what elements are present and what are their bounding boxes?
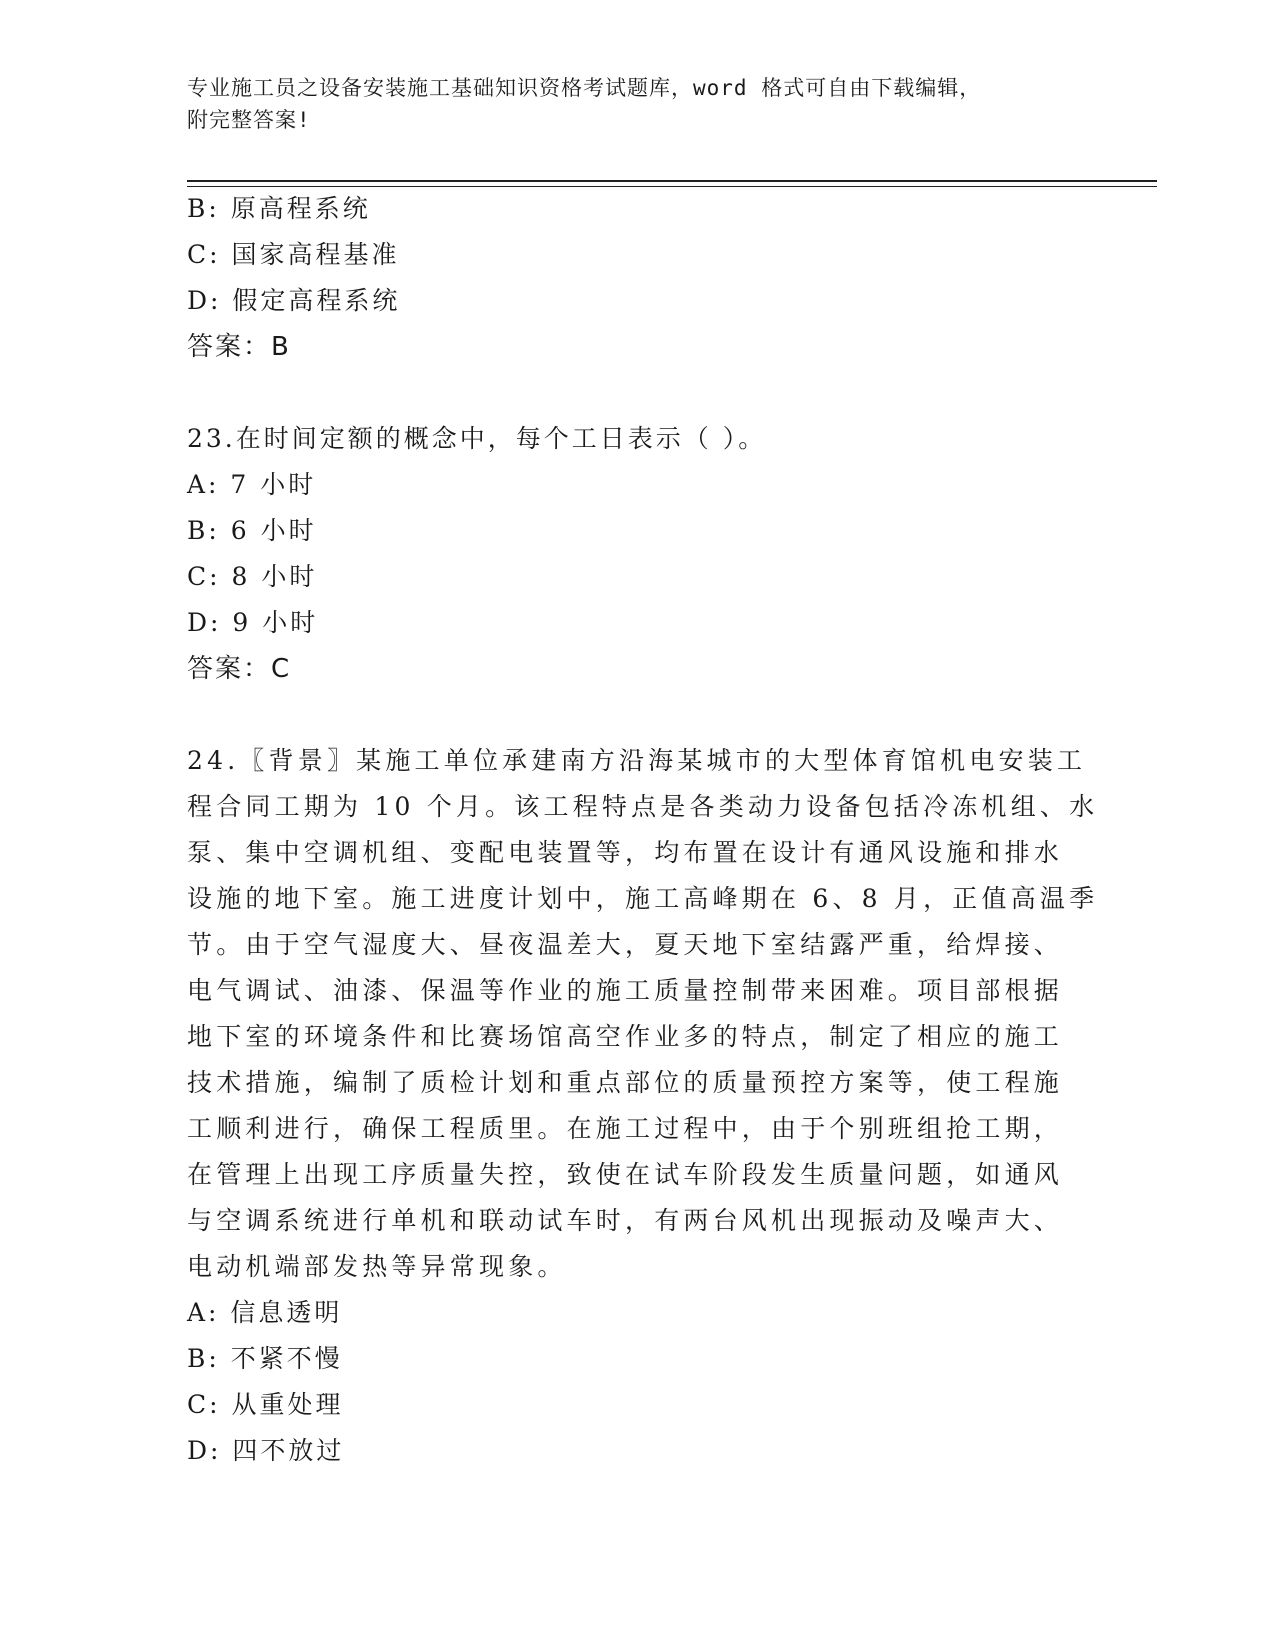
q24-options [187,1290,1087,1474]
q23-options [187,462,1087,646]
q22-answer: 答案：B [187,332,291,362]
q24-stem-line: 泵、集中空调机组、变配电装置等，均布置在设计有通风设施和排水 [187,838,1064,867]
q23-option-d: D: 9 小时 [187,608,319,637]
q24-stem-line: 节。由于空气湿度大、昼夜温差大，夏天地下室结露严重，给焊接、 [187,930,1064,959]
header-line-1: 专业施工员之设备安装施工基础知识资格考试题库，word 格式可自由下载编辑， [187,76,982,100]
q24-stem-line: 与空调系统进行单机和联动试车时，有两台风机出现振动及噪声大、 [187,1206,1064,1235]
q22-option-d: D: 假定高程系统 [187,286,401,315]
q24-stem-line: 程合同工期为 10 个月。该工程特点是各类动力设备包括冷冻机组、水 [187,792,1099,821]
spacer [187,692,1087,738]
q24-stem-line: 设施的地下室。施工进度计划中，施工高峰期在 6、8 月，正值高温季 [187,884,1099,913]
q23-option-a: A: 7 小时 [187,470,317,499]
q24-stem-line: 工顺利进行，确保工程质里。在施工过程中，由于个别班组抢工期， [187,1114,1064,1143]
header-divider-thick [187,180,1157,182]
header-line-2: 附完整答案! [187,108,311,132]
q22-options [187,186,1087,324]
q24-option-a: A: 信息透明 [187,1298,343,1327]
q24-stem-line: 24.〖背景〗某施工单位承建南方沿海某城市的大型体育馆机电安装工 [187,746,1087,775]
q24-stem-line: 电气调试、油漆、保温等作业的施工质量控制带来困难。项目部根据 [187,976,1064,1005]
q24-option-b: B: 不紧不慢 [187,1344,343,1373]
q22-option-b: B: 原高程系统 [187,194,371,223]
q23-answer: 答案：C [187,654,292,684]
spacer [187,370,1087,416]
q23-option-b: B: 6 小时 [187,516,317,545]
q24-stem [187,738,1099,1290]
q23-option-c: C: 8 小时 [187,562,318,591]
q24-stem-line: 电动机端部发热等异常现象。 [187,1252,567,1281]
q24-stem-line: 地下室的环境条件和比赛场馆高空作业多的特点，制定了相应的施工 [187,1022,1064,1051]
q24-stem-line: 在管理上出现工序质量失控，致使在试车阶段发生质量问题，如通风 [187,1160,1064,1189]
document-header [187,72,1067,136]
q24-option-d: D: 四不放过 [187,1436,345,1465]
question-content [187,186,1099,1474]
q24-option-c: C: 从重处理 [187,1390,344,1419]
q23-stem: 23.在时间定额的概念中，每个工日表示（ ）。 [187,424,767,453]
q24-stem-line: 技术措施，编制了质检计划和重点部位的质量预控方案等，使工程施 [187,1068,1064,1097]
q22-option-c: C: 国家高程基准 [187,240,400,269]
